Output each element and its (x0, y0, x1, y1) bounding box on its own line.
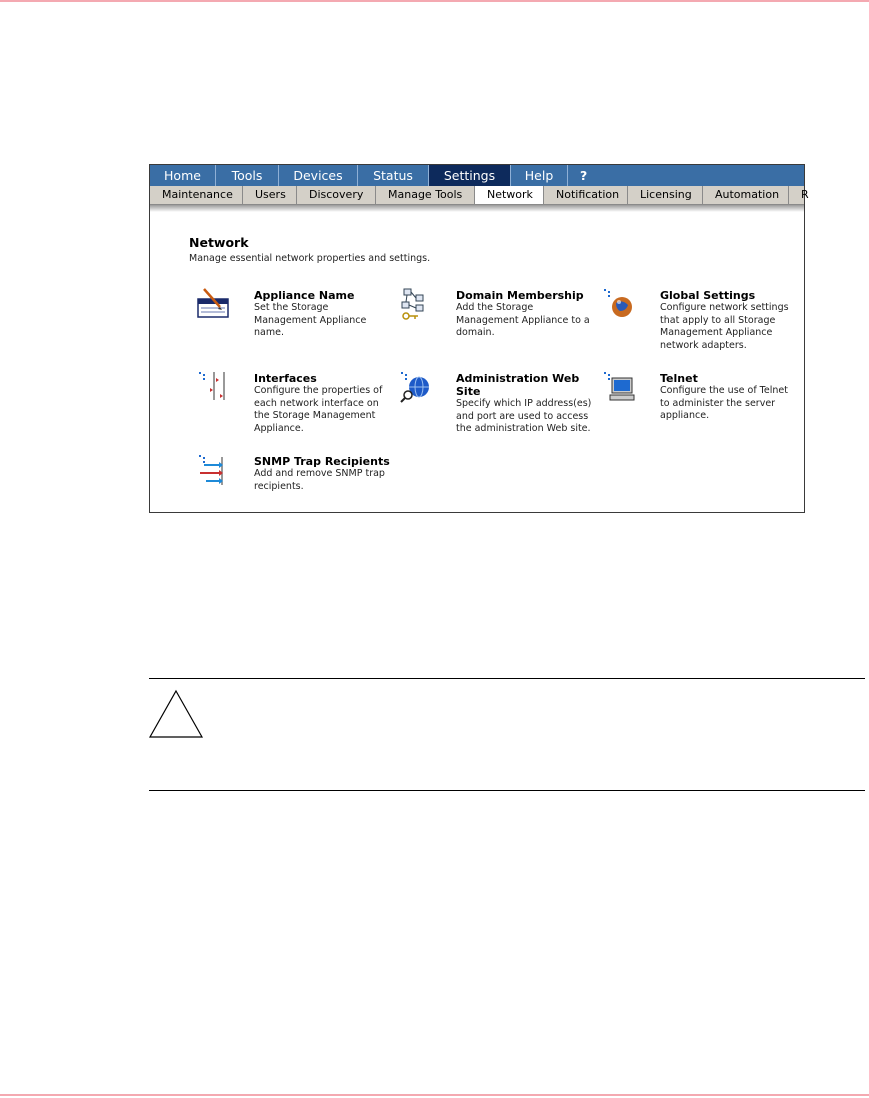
domain-membership-icon (398, 287, 432, 321)
appliance-name-icon (196, 287, 230, 321)
task-title[interactable]: Global Settings (660, 289, 756, 302)
tab-home[interactable]: Home (150, 165, 216, 186)
subtab-users[interactable]: Users (243, 186, 297, 204)
subtab-manage-tools[interactable]: Manage Tools (376, 186, 475, 204)
task-description: Set the Storage Management Appliance name. (254, 302, 367, 338)
task-title[interactable]: Interfaces (254, 372, 317, 385)
snmp-trap-icon (196, 453, 230, 487)
task-title[interactable]: SNMP Trap Recipients (254, 455, 390, 468)
task-title[interactable]: Appliance Name (254, 289, 355, 302)
caution-icon (148, 689, 204, 739)
task-description: Add the Storage Management Appliance to a domain. (456, 302, 590, 338)
caution-top-rule (149, 678, 865, 679)
main-tab-bar (150, 165, 804, 186)
tab-status[interactable]: Status (358, 165, 429, 186)
interfaces-icon (196, 370, 230, 404)
help-question-button[interactable]: ? (580, 168, 588, 183)
subtab-network[interactable]: Network (475, 186, 544, 204)
task-title[interactable]: Telnet (660, 372, 698, 385)
sub-tab-bar (150, 186, 809, 205)
task-title[interactable]: Administration Web Site (456, 372, 580, 398)
task-description: Configure network settings that apply to all Storage Management Appliance network adapters. (660, 302, 789, 351)
subtab-automation[interactable]: Automation (703, 186, 789, 204)
telnet-icon (602, 370, 636, 404)
tab-help[interactable]: Help (511, 165, 568, 186)
page-description: Manage essential network properties and settings. (189, 253, 431, 264)
page-bottom-rule (0, 1094, 869, 1096)
subtab-notification[interactable]: Notification (544, 186, 628, 204)
screenshot-frame (149, 164, 809, 513)
web-site-icon (398, 370, 432, 404)
tab-shadow (150, 205, 804, 212)
global-settings-icon (602, 287, 636, 321)
task-description: Add and remove SNMP trap recipients. (254, 468, 385, 492)
task-title[interactable]: Domain Membership (456, 289, 584, 302)
tab-tools[interactable]: Tools (216, 165, 279, 186)
task-description: Configure the properties of each network interface on the Storage Management Appliance. (254, 385, 383, 434)
subtab-truncated[interactable]: R (801, 188, 809, 201)
page-top-rule (0, 0, 869, 2)
subtab-licensing[interactable]: Licensing (628, 186, 703, 204)
task-description: Specify which IP address(es) and port are used to access the administration Web site. (456, 398, 592, 434)
tab-devices[interactable]: Devices (279, 165, 358, 186)
caution-bottom-rule (149, 790, 865, 791)
subtab-maintenance[interactable]: Maintenance (150, 186, 243, 204)
subtab-discovery[interactable]: Discovery (297, 186, 376, 204)
tab-settings[interactable]: Settings (429, 165, 511, 186)
task-description: Configure the use of Telnet to administer the server appliance. (660, 385, 788, 421)
page-title: Network (189, 235, 249, 250)
